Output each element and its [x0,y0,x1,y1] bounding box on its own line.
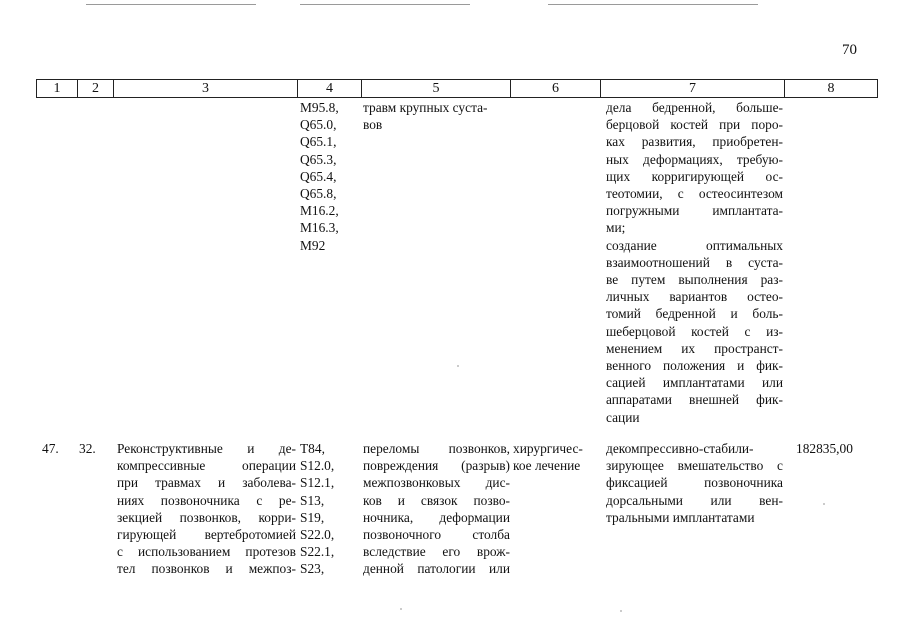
code: Q65.8, [300,186,337,202]
text-line: создание оптимальных [606,237,783,253]
text-line: дорсальными или вен- [606,492,783,508]
text-line: денной патологии или [363,561,510,577]
text-line: переломы позвонков, [363,441,510,456]
scan-speck [823,503,825,505]
text-line: аппаратами внешней фик- [606,392,783,408]
text-line: ных деформациях, требую- [606,151,783,167]
patient-model [363,440,510,578]
text-line: с использованием протезов [117,544,296,560]
text-line: гирующей вертебротомией [117,527,296,543]
text-line: шеберцовой костей с из- [606,323,783,339]
code: M16.2, [300,203,339,219]
text-line: при травмах и заболева- [117,475,296,491]
text-line: Реконструктивные и де- [117,441,296,456]
column-number: 4 [297,80,361,97]
text-line: зирующее вмешательство с [606,458,783,474]
text-line: ков и связок позво- [363,492,510,508]
scan-speck [457,365,459,367]
code: S19, [300,509,325,525]
text-line: дела бедренной, больше- [606,100,783,115]
column-number: 6 [510,80,600,97]
continued-codes [300,99,356,254]
text-line: сацией имплантатами или [606,375,783,391]
text-line: ми; [606,220,626,236]
text-line: взаимоотношений в суста- [606,254,783,270]
cost: 182835,00 [796,441,853,456]
text-line: хирургичес- [513,441,583,456]
text-line: ве путем выполнения раз- [606,272,783,288]
top-rule [548,4,758,5]
top-rule [86,4,256,5]
code: S22.1, [300,544,335,560]
page-number: 70 [842,42,857,58]
code: M92 [300,237,326,253]
code: M16.3, [300,220,339,236]
text-line: погружными имплантата- [606,203,783,219]
treatment-type [513,440,599,474]
column-number: 2 [77,80,113,97]
column-number: 1 [53,81,61,96]
text-line: томий бедренной и боль- [606,306,783,322]
scan-speck [620,610,622,612]
continued-method [606,99,783,426]
text-line: личных вариантов остео- [606,289,783,305]
text-line: зекцией позвонков, корри- [117,509,296,525]
code: Q65.1, [300,134,337,150]
text-line: щих корригирующей ос- [606,168,783,184]
text-line: повреждения (разрыв) [363,458,510,474]
column-number: 5 [361,80,510,97]
text-line: ночника, деформации [363,509,510,525]
text-line: позвоночного столба [363,527,510,543]
top-rule [300,4,470,5]
text-line: кое лечение [513,458,581,474]
code: Q65.4, [300,168,337,184]
text-line: декомпрессивно-стабили- [606,441,754,456]
text-line: теотомии, с остеосинтезом [606,186,783,202]
code: S12.0, [300,458,335,474]
row-number: 47. [42,441,59,456]
text-line: вов [363,117,383,133]
column-number: 8 [784,80,877,97]
code: M95.8, [300,100,339,115]
code: S12.1, [300,475,335,491]
code: S22.0, [300,527,335,543]
diagnosis-codes [300,440,356,578]
text-line: сации [606,409,640,425]
text-line: менением их пространст- [606,340,783,356]
text-line: тральными имплантатами [606,509,755,525]
column-number: 7 [600,80,784,97]
code: S13, [300,492,325,508]
treatment-method [606,440,783,526]
text-line: ках развития, приобретен- [606,134,783,150]
text-line: фиксацией позвоночника [606,475,783,491]
procedure-name [117,440,296,578]
text-line: тел позвонков и межпоз- [117,561,296,577]
text-line: компрессивные операции [117,458,296,474]
text-line: берцовой костей при поро- [606,117,783,133]
continued-patient-model [363,99,509,133]
table-column-header [36,79,878,98]
column-number: 3 [113,80,297,97]
text-line: травм крупных суста- [363,100,488,115]
text-line: ниях позвоночника с ре- [117,492,296,508]
code: Q65.3, [300,151,337,167]
text-line: межпозвонковых дис- [363,475,510,491]
code: Q65.0, [300,117,337,133]
code: T84, [300,441,325,456]
scan-speck [400,608,402,610]
group-number: 32. [79,441,96,456]
text-line: вследствие его врож- [363,544,510,560]
code: S23, [300,561,325,577]
text-line: венного положения и фик- [606,358,783,374]
